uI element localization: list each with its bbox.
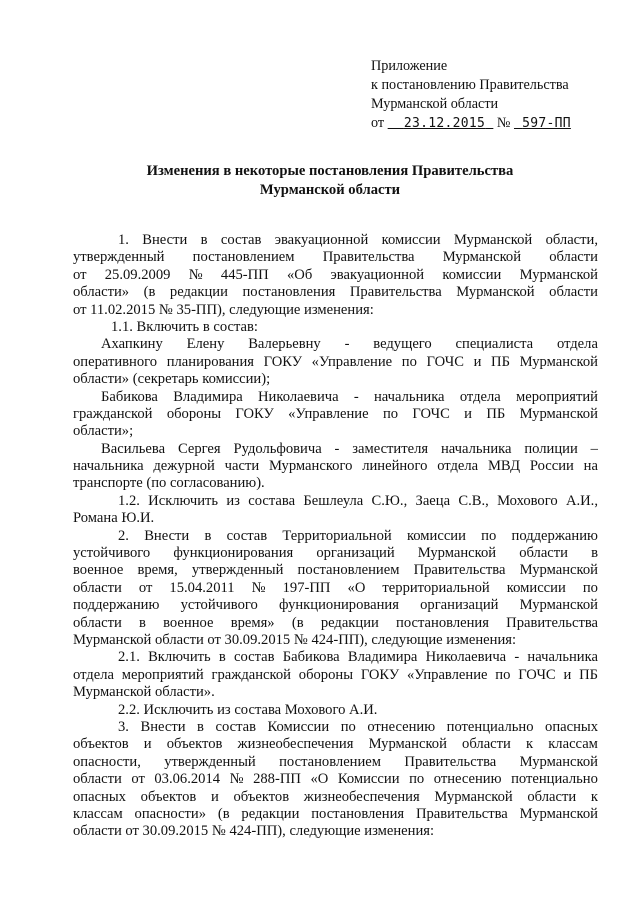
body-text-line: Мурманской области от 30.09.2015 № 424-ПП), следующие изменения: [73,631,517,648]
body-text-line: 1. Внести в состав эвакуационной комиссии Мурманской области, [118,232,598,248]
title-line-1: Изменения в некоторые постановления Правительства [146,163,514,179]
body-text-line: опасности, утвержденный постановлением Правительства Мурманской [73,753,598,770]
body-text-line: отдела мероприятий гражданской обороны ГОКУ «Управление по ГОЧС и ПБ [73,666,598,683]
body-text-line: области от 15.04.2011 № 197-ПП «О территориальной комиссии по [73,579,598,596]
body-text-line: области в военное время» (в редакции постановления Правительства [73,614,598,631]
body-text-line: транспорте (по согласованию). [73,475,265,492]
body-text-line: области» (в редакции постановления Правительства Мурманской области [73,284,598,301]
body-text-line: утвержденный постановлением Правительства Мурманской области [73,249,598,266]
appendix-header [371,57,621,133]
resolution-number: 597-ПП [522,116,571,131]
number-sign: № [496,115,511,131]
body-text-line: области» (секретарь комиссии); [73,371,271,388]
body-text-line: Романа Ю.И. [73,510,155,527]
from-label: от [371,115,385,131]
body-text-line: области от 03.06.2014 № 288-ПП «О Комиссии по отнесению потенциально [73,771,598,788]
body-text-line: 2.1. Включить в состав Бабикова Владимира Николаевича - начальника [118,649,598,666]
body-text-line: области»; [73,423,134,440]
body-text-line: Васильева Сергея Рудольфовича - заместителя начальника полиции – [101,440,598,457]
body-text-line: от 25.09.2009 № 445-ПП «Об эвакуационной комиссии Мурманской [73,266,598,283]
appendix-region: Мурманской области [371,96,499,112]
appendix-date-number [371,114,621,133]
document-body [73,232,598,841]
body-text-line: объектов и объектов жизнеобеспечения Мурманской области к классам [73,736,598,753]
body-text-line: военное время, утвержденный постановлением Правительства Мурманской [73,562,598,579]
resolution-date: 23.12.2015 [403,116,486,131]
body-text-line: Бабикова Владимира Николаевича - начальника отдела мероприятий [101,388,598,405]
body-text-line: опасных объектов и объектов жизнеобеспечения Мурманской области к [73,788,598,805]
body-text-line: от 11.02.2015 № 35-ПП), следующие изменения: [73,301,374,318]
body-text-line: классам опасности» (в редакции постановления Правительства Мурманской [73,805,598,822]
body-text-line: 1.2. Исключить из состава Бешлеула С.Ю., Заеца С.В., Мохового А.И., [118,492,598,509]
body-text-line: 2. Внести в состав Территориальной комиссии по поддержанию [118,527,598,544]
body-text-line: 3. Внести в состав Комиссии по отнесению потенциально опасных [118,718,598,735]
document-title [60,162,600,200]
appendix-resolution-ref: к постановлению Правительства [371,77,569,93]
body-text-line: 2.2. Исключить из состава Мохового А.И. [118,701,378,718]
body-text-line: гражданской обороны ГОКУ «Управление по ГОЧС и ПБ Мурманской [73,405,598,422]
body-text-line: области от 30.09.2015 № 424-ПП), следующие изменения: [73,823,435,840]
title-line-2: Мурманской области [259,182,401,198]
body-text-line: поддержанию устойчивого функционирования организаций Мурманской [73,597,598,614]
body-text-line: начальника дежурной части Мурманского линейного отдела МВД России на [73,458,598,475]
body-text-line: 1.1. Включить в состав: [111,318,258,335]
appendix-label: Приложение [371,58,448,74]
body-text-line: Мурманской области». [73,684,215,701]
body-text-line: оперативного планирования ГОКУ «Управление по ГОЧС и ПБ Мурманской [73,353,598,370]
body-text-line: Ахапкину Елену Валерьевну - ведущего специалиста отдела [101,336,598,353]
body-text-line: устойчивого функционирования организаций Мурманской области в [73,545,598,562]
